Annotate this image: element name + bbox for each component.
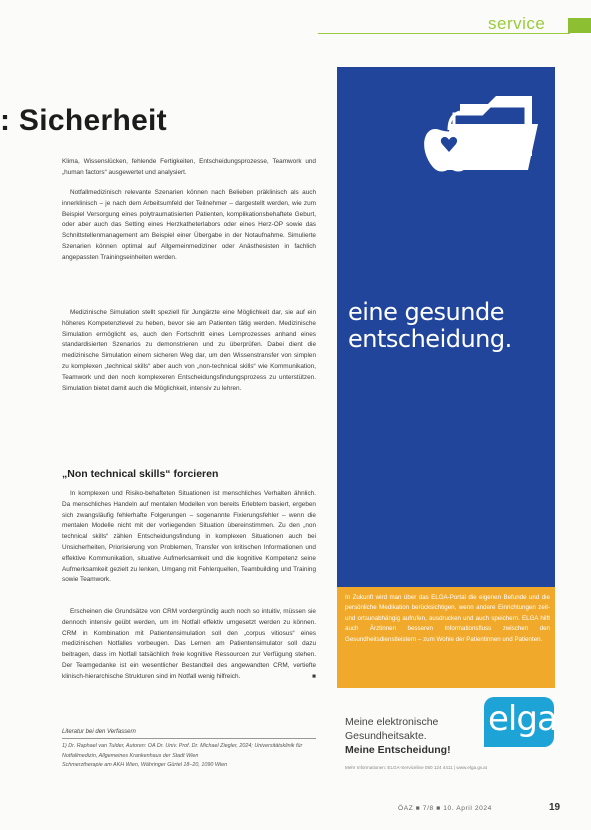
section-color-block (568, 18, 591, 33)
page-number: 19 (549, 802, 561, 813)
ad-slogan (348, 299, 553, 353)
paragraph-text: In komplexen und Risiko-behafteten Situationen ist menschliches Verhalten ähnlich. Da menschliches Handeln auf mentalen Modellen von bereits Erlebtem basiert, ergeben sich zwangsläufig fehlerhafte Folgerungen – sogenannte Fixierungsfehler – wenn die mentalen Modelle nicht mit der vorliegenden Situation übereinstimmen. Zu den „non technical skills“ zählen Entscheidungsfindung in komplexen Situationen auch bei Unsicherheiten, Priorisierung von Problemen, Transfer von kritischen Informationen und effektive Kommunikation, situative Aufmerksamkeit und die kognitive Kompetenz seine Aufmerksamkeit gezielt zu lenken, Umgang mit Fehlerquellen, Teambuilding und Training sowie Teamwork. (62, 490, 316, 584)
ad-slogan-line-2: entscheidung. (348, 325, 512, 353)
publication-footer: ÖAZ ■ 7/8 ■ 10. April 2024 (398, 805, 492, 812)
end-of-article-mark: ■ (312, 672, 316, 680)
ad-slogan-line-1: eine gesunde (348, 298, 504, 326)
article-subheading: „Non technical skills“ forcieren (62, 468, 219, 480)
section-label: service (488, 14, 546, 33)
reference-item: Schmerztherapie am AKH Wien, Währinger Gürtel 18–20, 1090 Wien (62, 762, 228, 768)
ad-tagline-line-2: Gesundheitsakte. (345, 730, 427, 742)
paragraph-text (62, 607, 316, 683)
article-headline: : Sicherheit (0, 104, 167, 137)
paragraph-text: Klima, Wissenslücken, fehlende Fertigkeiten, Entscheidungsprozesse, Teamwork und „human factors“ ausgewertet und analysiert. (62, 158, 316, 176)
article-paragraph-5 (62, 607, 316, 683)
article-paragraph-4 (62, 489, 316, 586)
apple-folder-icon (420, 84, 550, 174)
article-paragraph-3 (62, 308, 316, 394)
ad-info-text: In Zukunft wird man über das ELGA-Portal die eigenen Befunde und die persönliche Medikation berücksichtigen, wenn andere Einrichtungen zeit- und ortsunabhängig aufrufen, ausdrucken und auch speichern. ELGA hilft auch Ärztinnen besseren Informationsfluss zwischen den Gesundheitsdienstleistern – zum Wohle der Patientinnen und Patienten. (345, 594, 550, 643)
paragraph-text: Medizinische Simulation stellt speziell für Jungärzte eine Möglichkeit dar, sie auf ein höheres Kompetenzlevel zu heben, bevor sie am Patienten tätig werden. Medizinische Simulation ermöglicht es, auch den Fortschritt eines Lernprozesses anhand eines standardisierten Szenarios zu demonstrieren und zu überprüfen. Dabei dient die medizinische Simulation einem sicheren Weg dar, um den Wissenstransfer von simplen zu komplexen „technical skills“ aber auch von „non-technical skills“ wie Kommunikation, Teamwork und den noch komplexeren Entscheidungsfindungsprozess zu unterstützen. Simulation bietet damit auch die Möglichkeit, intensiv zu lehren. (62, 309, 316, 392)
ad-tagline-line-3: Meine Entscheidung! (345, 744, 451, 756)
ad-tagline-line-1: Meine elektronische (345, 716, 439, 728)
paragraph-text: Notfallmedizinisch relevante Szenarien können nach Belieben präklinisch als auch innerklinisch – je nach dem Arbeitsumfeld der Teilnehmer – dargestellt werden, wie zum Beispiel Versorgung eines polytraumatisierten Patienten, komplikationsbehaftete Geburt, oder aber auch das Setting eines Herzkatheterlabors oder eines Herz-OP sowie das Schnittstellenmanagement am Beispiel einer Übergabe in der Notaufnahme. Simulierte Szenarien können optimal auf Allgemeinmediziner oder Anästhesisten in fachlich angepassten Trainingseinheiten werden. (62, 189, 316, 261)
paragraph-text-body: Erscheinen die Grundsätze von CRM vordergründig auch noch so intuitiv, müssen sie dennoch intensiv geübt werden, um im Notfall effektiv umgesetzt werden zu können. CRM in Kombination mit Patientensimulation soll den „corpus vitiosus“ eines medizinischen Notfalles vorbeugen. Das Lernen am Patientensimulator soll dazu beitragen, dass im Notfall tatsächlich freie kognitive Ressourcen zur Verfügung stehen. Der Teamgedanke ist ein wesentlicher Bestandteil des angewandten CRM, vertiefte klinisch-hierarchische Strukturen sind im Notfall wenig hilfreich. (62, 608, 316, 680)
article-paragraph-2 (62, 188, 316, 264)
article-paragraph-1 (62, 157, 316, 179)
references-list (62, 742, 316, 771)
references-heading: Literatur bei den Verfassern (62, 729, 136, 735)
reference-item: 1) Dr. Raphael van Tulder, Autoren: OA Dr. Univ. Prof. Dr. Michael Ziegler, 2024; Universitätsklinik für Notfallmedizin, Allgemeines Krankenhaus der Stadt Wien (62, 743, 303, 759)
references-divider (62, 738, 316, 739)
ad-fine-print: Mehr Informationen: ELGA-Serviceline 050 124 4411 | www.elga.gv.at (345, 765, 487, 770)
elga-logo-text: elga (488, 699, 557, 739)
